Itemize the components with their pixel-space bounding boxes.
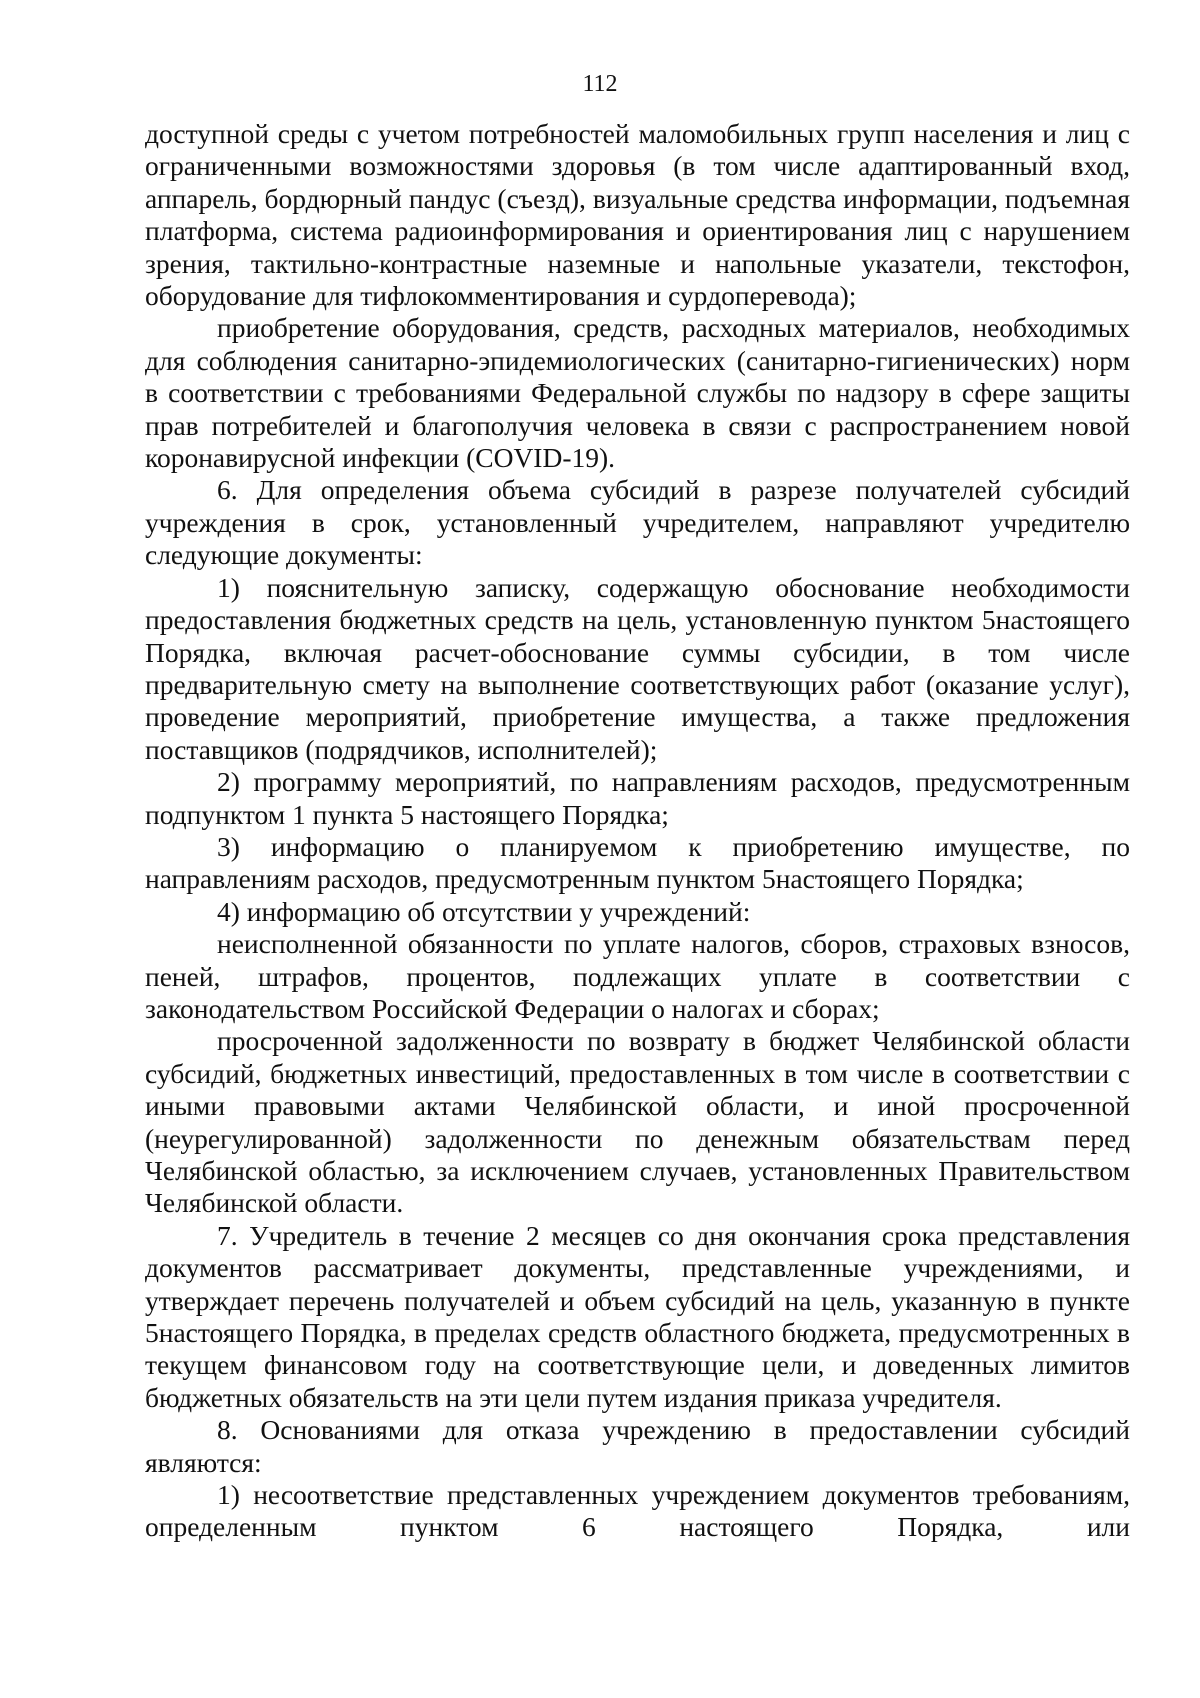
page-number: 112 bbox=[582, 71, 618, 97]
document-body bbox=[145, 118, 1130, 1544]
paragraph-equipment-purchase: приобретение оборудования, средств, расходных материалов, необходимых для соблюдения санитарно-эпидемиологических (санитарно-гигиенических) норм в соответствии с требованиями Федеральной службы по надзору в сфере защиты прав потребителей и благополучия человека в связи с распространением новой коронавирусной инфекции (COVID-19). bbox=[145, 312, 1130, 474]
paragraph-refusal-item-1: 1) несоответствие представленных учреждением документов требованиям, определенным пунктом 6 настоящего Порядка, или bbox=[145, 1479, 1130, 1543]
paragraph-section-6: 6. Для определения объема субсидий в разрезе получателей субсидий учреждения в срок, установленный учредителем, направляют учредителю следующие документы: bbox=[145, 474, 1130, 571]
paragraph-item-1-explanatory-note: 1) пояснительную записку, содержащую обоснование необходимости предоставления бюджетных средств на цель, установленную пунктом 5настоящего Порядка, включая расчет-обоснование суммы субсидии, в том числе предварительную смету на выполнение соответствующих работ (оказание услуг), проведение мероприятий, приобретение имущества, а также предложения поставщиков (подрядчиков, исполнителей); bbox=[145, 571, 1130, 765]
paragraph-overdue-debt: просроченной задолженности по возврату в бюджет Челябинской области субсидий, бюджетных инвестиций, предоставленных в том числе в соответствии с иными правовыми актами Челябинской области, и иной просроченной (неурегулированной) задолженности по денежным обязательствам перед Челябинской областью, за исключением случаев, установленных Правительством Челябинской области. bbox=[145, 1025, 1130, 1219]
paragraph-item-3-property-info: 3) информацию о планируемом к приобретению имуществе, по направлениям расходов, предусмотренным пунктом 5настоящего Порядка; bbox=[145, 830, 1130, 895]
paragraph-accessible-environment: доступной среды с учетом потребностей маломобильных групп населения и лиц с ограниченными возможностями здоровья (в том числе адаптированный вход, аппарель, бордюрный пандус (съезд), визуальные средства информации, подъемная платформа, система радиоинформирования и ориентирования лиц с нарушением зрения, тактильно-контрастные наземные и напольные указатели, текстофон, оборудование для тифлокомментирования и сурдоперевода); bbox=[145, 118, 1130, 312]
paragraph-item-4-absence-info: 4) информацию об отсутствии у учреждений: bbox=[217, 895, 751, 927]
paragraph-section-7: 7. Учредитель в течение 2 месяцев со дня окончания срока представления документов рассматривает документы, представленные учреждениями, и утверждает перечень получателей и объем субсидий на цель, указанную в пункте 5настоящего Порядка, в пределах средств областного бюджета, предусмотренных в текущем финансовом году на соответствующие цели, и доведенных лимитов бюджетных обязательств на эти цели путем издания приказа учредителя. bbox=[145, 1219, 1130, 1413]
paragraph-item-2-program: 2) программу мероприятий, по направлениям расходов, предусмотренным подпунктом 1 пункта 5 настоящего Порядка; bbox=[145, 766, 1130, 830]
paragraph-section-8: 8. Основаниями для отказа учреждению в предоставлении субсидий являются: bbox=[145, 1414, 1130, 1478]
paragraph-unfulfilled-obligation: неисполненной обязанности по уплате налогов, сборов, страховых взносов, пеней, штрафов, процентов, подлежащих уплате в соответствии с законодательством Российской Федерации о налогах и сборах; bbox=[145, 928, 1130, 1024]
